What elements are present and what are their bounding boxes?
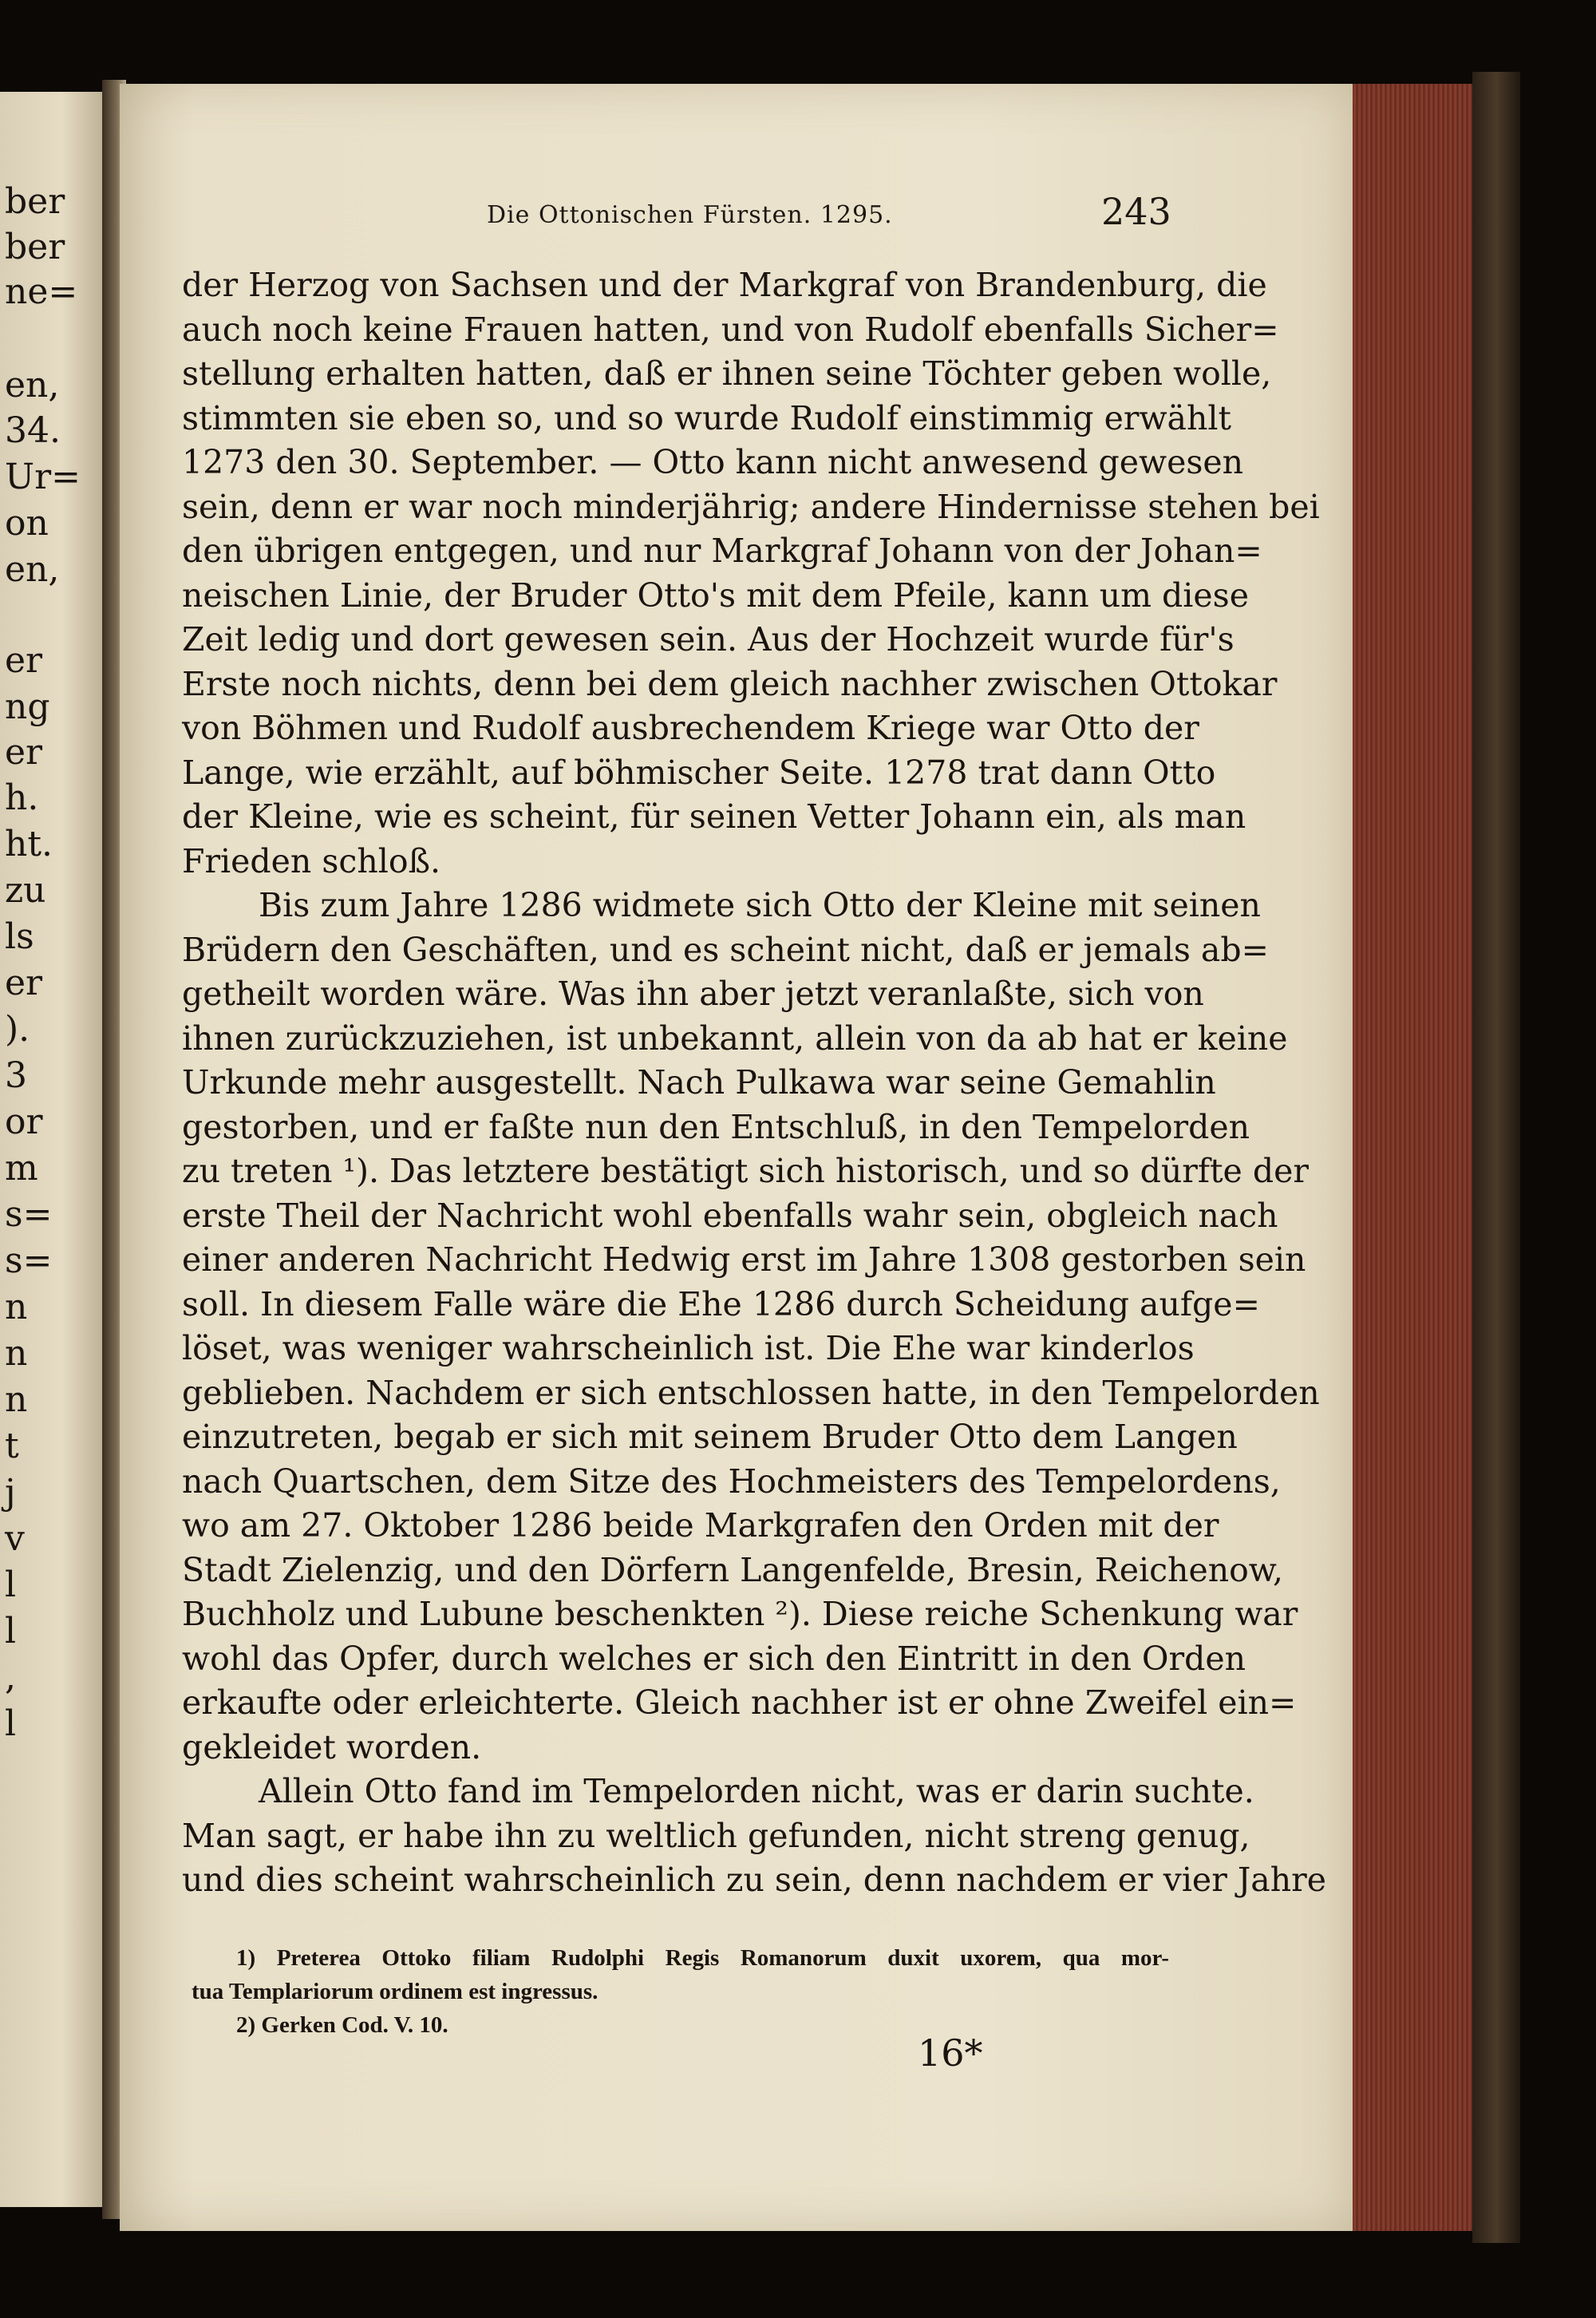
text-line: auch noch keine Frauen hatten, und von Rudolf ebenfalls Sicher= xyxy=(182,310,1279,349)
left-page-fragment: er xyxy=(5,732,43,773)
text-line: stellung erhalten hatten, daß er ihnen seine Töchter geben wolle, xyxy=(182,354,1272,393)
left-page-fragment: en, xyxy=(5,365,60,405)
left-page-fragment: er xyxy=(5,640,43,681)
left-page-fragment: s= xyxy=(5,1240,53,1281)
left-page-fragment: 3 xyxy=(5,1055,27,1096)
text-line: Zeit ledig und dort gewesen sein. Aus der Hochzeit wurde für's xyxy=(182,620,1235,659)
body-text xyxy=(182,263,1326,1903)
text-line: stimmten sie eben so, und so wurde Rudolf einstimmig erwählt xyxy=(182,398,1231,437)
running-head: Die Ottonischen Fürsten. 1295. xyxy=(487,201,893,229)
text-line: geblieben. Nachdem er sich entschlossen hatte, in den Tempelorden xyxy=(182,1373,1320,1412)
left-page-fragment: n xyxy=(5,1333,28,1374)
left-page-fragment: er xyxy=(5,963,43,1003)
page-number: 243 xyxy=(1101,190,1171,233)
left-page-fragment: Ur= xyxy=(5,457,81,497)
text-line: erkaufte oder erleichterte. Gleich nachher ist er ohne Zweifel ein= xyxy=(182,1683,1297,1722)
footnote-2: 2) Gerken Cod. V. 10. xyxy=(236,2012,448,2038)
left-page-fragment: zu xyxy=(5,870,46,911)
previous-page-edge xyxy=(0,92,102,2207)
text-line: Brüdern den Geschäften, und es scheint nicht, daß er jemals ab= xyxy=(182,930,1269,969)
text-line: der Herzog von Sachsen und der Markgraf von Brandenburg, die xyxy=(182,266,1267,304)
text-line: erste Theil der Nachricht wohl ebenfalls wahr sein, obgleich nach xyxy=(182,1196,1278,1235)
left-page-fragment: v xyxy=(5,1518,25,1559)
left-page-fragment: or xyxy=(5,1102,43,1142)
text-line: Man sagt, er habe ihn zu weltlich gefunden, nicht streng genug, xyxy=(182,1816,1250,1855)
text-line: sein, denn er war noch minderjährig; andere Hindernisse stehen bei xyxy=(182,487,1320,526)
left-page-fragment: ber xyxy=(5,181,65,222)
left-page-fragment: ls xyxy=(5,916,34,957)
text-line: Buchholz und Lubune beschenkten ²). Diese reiche Schenkung war xyxy=(182,1595,1298,1633)
footnote-1-line-1: 1) Preterea Ottoko filiam Rudolphi Regis Romanorum duxit uxorem, qua mor- xyxy=(236,1945,1169,1971)
text-line: löset, was weniger wahrscheinlich ist. Die Ehe war kinderlos xyxy=(182,1329,1195,1367)
left-page-fragment: , xyxy=(5,1657,16,1698)
left-page-fragment: en, xyxy=(5,549,60,590)
text-line: einer anderen Nachricht Hedwig erst im Jahre 1308 gestorben sein xyxy=(182,1240,1306,1279)
left-page-fragment: ). xyxy=(5,1009,30,1050)
text-line: gekleidet worden. xyxy=(182,1727,482,1766)
text-line: den übrigen entgegen, und nur Markgraf Johann von der Johan= xyxy=(182,532,1262,570)
left-page-fragment: n xyxy=(5,1287,28,1327)
page-edges xyxy=(1353,84,1472,2231)
text-line: neischen Linie, der Bruder Otto's mit dem Pfeile, kann um diese xyxy=(182,576,1249,615)
left-page-fragment: h. xyxy=(5,777,39,818)
left-page-fragment: on xyxy=(5,503,49,544)
left-page-fragment: s= xyxy=(5,1194,53,1235)
text-line: gestorben, und er faßte nun den Entschluß, in den Tempelorden xyxy=(182,1107,1250,1146)
left-page-fragment: ber xyxy=(5,227,65,267)
text-line: der Kleine, wie es scheint, für seinen Vetter Johann ein, als man xyxy=(182,797,1246,836)
left-page-fragment: n xyxy=(5,1379,28,1420)
text-line: einzutreten, begab er sich mit seinem Bruder Otto dem Langen xyxy=(182,1418,1238,1456)
text-line: von Böhmen und Rudolf ausbrechendem Kriege war Otto der xyxy=(182,709,1199,747)
left-page-fragment: 34. xyxy=(5,410,61,451)
text-line: Lange, wie erzählt, auf böhmischer Seite. 1278 trat dann Otto xyxy=(182,753,1216,792)
text-line: Stadt Zielenzig, und den Dörfern Langenfelde, Bresin, Reichenow, xyxy=(182,1550,1284,1589)
text-line: Frieden schloß. xyxy=(182,841,440,880)
left-page-fragment: l xyxy=(5,1703,17,1744)
text-line: getheilt worden wäre. Was ihn aber jetzt veranlaßte, sich von xyxy=(182,975,1204,1013)
text-line: ihnen zurückzuziehen, ist unbekannt, allein von da ab hat er keine xyxy=(182,1019,1288,1058)
text-line: nach Quartschen, dem Sitze des Hochmeisters des Tempelordens, xyxy=(182,1462,1281,1501)
text-line: zu treten ¹). Das letztere bestätigt sich historisch, und so dürfte der xyxy=(182,1152,1309,1190)
text-line: 1273 den 30. September. — Otto kann nicht anwesend gewesen xyxy=(182,443,1244,481)
left-page-fragment: l xyxy=(5,1564,17,1605)
text-line: Erste noch nichts, denn bei dem gleich nachher zwischen Ottokar xyxy=(182,664,1278,703)
left-page-fragment: m xyxy=(5,1148,38,1189)
text-line: Bis zum Jahre 1286 widmete sich Otto der Kleine mit seinen xyxy=(259,886,1261,924)
text-line: Urkunde mehr ausgestellt. Nach Pulkawa war seine Gemahlin xyxy=(182,1063,1216,1102)
left-page-fragment: ne= xyxy=(5,271,78,312)
signature-mark: 16* xyxy=(918,2031,983,2075)
text-line: Allein Otto fand im Tempelorden nicht, was er darin suchte. xyxy=(259,1772,1254,1810)
footnote-1-line-2: tua Templariorum ordinem est ingressus. xyxy=(192,1979,598,2004)
book-cover xyxy=(1472,72,1520,2243)
text-line: soll. In diesem Falle wäre die Ehe 1286 durch Scheidung aufge= xyxy=(182,1284,1260,1323)
left-page-fragment: j xyxy=(5,1472,16,1513)
left-page-fragment: ng xyxy=(5,686,50,727)
text-line: und dies scheint wahrscheinlich zu sein, denn nachdem er vier Jahre xyxy=(182,1861,1326,1899)
left-page-fragment: ht. xyxy=(5,824,53,864)
text-line: wo am 27. Oktober 1286 beide Markgrafen den Orden mit der xyxy=(182,1506,1219,1545)
text-line: wohl das Opfer, durch welches er sich den Eintritt in den Orden xyxy=(182,1639,1246,1678)
left-page-fragment: t xyxy=(5,1426,19,1466)
left-page-fragment: l xyxy=(5,1611,17,1651)
footnotes xyxy=(192,1941,1169,2042)
